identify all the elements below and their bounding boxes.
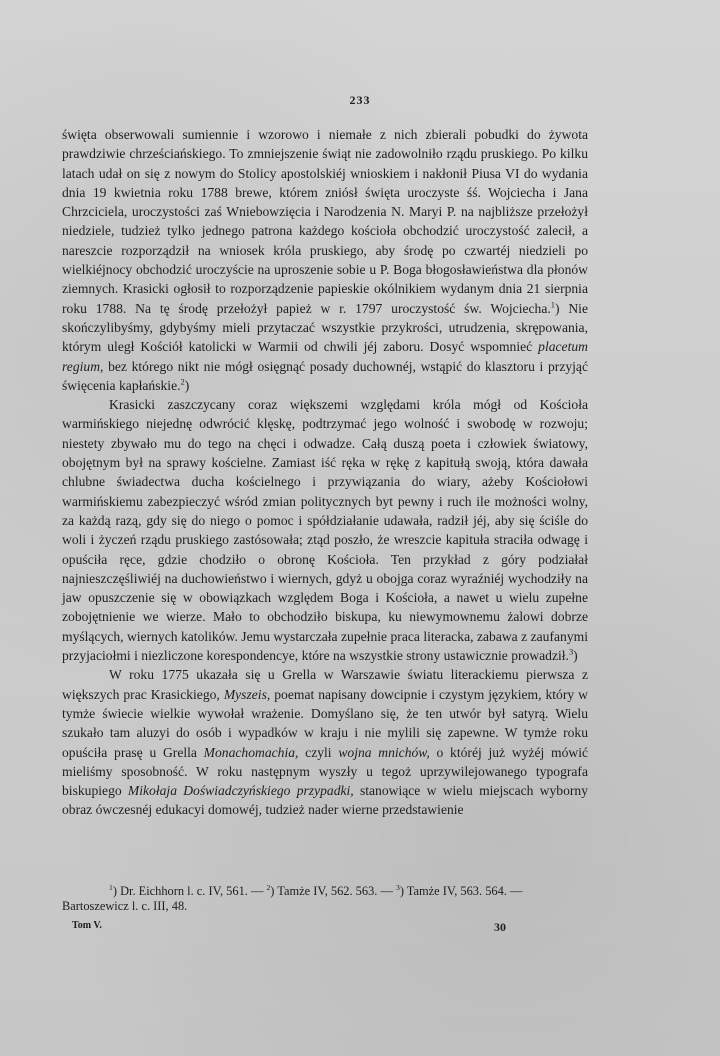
footnote-ref: 1 <box>550 299 555 310</box>
text-run: ) Dr. Eichhorn l. c. IV, 561. — <box>112 884 267 898</box>
text-run: ) Tamże IV, 562. 563. — <box>270 884 396 898</box>
footnote-ref: 2 <box>266 882 271 892</box>
italic-title: Myszeis, <box>223 686 271 702</box>
text-run: Krasicki zaszczycany coraz większemi względami króla mógł od Kościoła warmińskiego niejednę odwrócić klęskę, podtrzymać jego wolność i swobodę w rozwoju; niestety zbywało mu do tego na chęci i odwadze. Całą duszą poeta i człowiek światowy, obojętnym był na sprawy kościelne. Zamiast iść ręka w rękę z kapitułą swoją, która dawała chlubne świadectwa ducha kościelnego i przywiązania do wiary, ażeby Kościołowi warmińskiemu zabezpieczyć wśród zmian politycznych byt pewny i ruch ile możności wolny, za każdą razą, gdy się do niego o pomoc i spółdziałanie udawała, radził jéj, aby się ściśle do woli i życzeń rządu pruskiego zastósowała; ztąd poszło, że wreszcie kapituła straciła odwagę i opuściła ręce, gdzie chodziło o obronę Kościoła. Ten przykład z góry podziałał najnieszczęśliwiéj na duchowieństwo i wiernych, gdyż u obojga coraz wyraźniéj wychodziły na jaw opuszczenie się w obowiązkach względem Boga i Kościoła, a nawet u wielu zupełne zobojętnienie we wierze. Mało to obchodziło biskupa, ku niewymownemu żalowi dobrze myślących, wiernych katolików. Jemu wystarczała zupełnie praca literacka, zabawa z zaufanymi przyjaciołmi i niezliczone korespondencye, które na wszystkie strony ustawicznie prowadził. <box>62 397 588 664</box>
italic-title: wojna mnichów, <box>338 744 430 760</box>
text-run: W roku 1775 ukazała się u Grella w Warszawie światu literackiemu pierwsza z większych prac Krasickiego, <box>62 667 588 702</box>
italic-title: Mikołaja Doświadczyńskiego przypadki, <box>127 783 354 799</box>
text-run: ) Nie skończylibyśmy, gdybyśmy mieli przytaczać wszystkie przykrości, utrudzenia, skrępowania, którym uległ Kościół katolicki w Warmii od chwili jéj zaboru. Dosyć wspomnieć <box>62 300 588 355</box>
footnote-ref: 1 <box>109 882 113 892</box>
page-signature <box>62 920 588 936</box>
text-run: poemat napisany dowcipnie i czystym językiem, który w tymże świecie wielkie wywołał wrażenie. Domyślano się, że ten utwór był satyrą. Wielu szukało tam aluzyi do osób i wypadków w kraju i nie mylili się zapewne. W tymże roku opuściła prasę u Grella <box>62 686 588 760</box>
paragraph <box>62 395 588 665</box>
footnote-line <box>62 884 588 914</box>
body-text <box>62 125 588 820</box>
footnote-ref: 3 <box>395 882 400 892</box>
italic-title: placetum regium, <box>62 339 588 374</box>
text-run: ) <box>184 377 190 393</box>
text-run: stanowiące w wielu miejscach wyborny obraz ówczesnéj edukacyi domowéj, tudzież nader wierne przedstawienie <box>62 783 588 818</box>
footnotes <box>62 884 588 914</box>
text-run: święta obserwowali sumiennie i wzorowo i niemałe z nich zbierali pobudki do żywota prawdziwie chrześciańskiego. To zmniejszenie świąt nie zadowolniło rządu pruskiego. Po kilku latach udał on się z nowym do Stolicy apostolskiéj wnioskiem i nakłonił Piusa VI do wydania dnia 19 kwietnia roku 1788 brewe, którem zniósł święta uroczyste śś. Wojciecha i Jana Chrzciciela, uroczystości zaś Wniebowzięcia i Narodzenia N. Maryi P. na najbliższe przełożył niedziele, tudzież tylko jednego patrona każdego kościoła obchodzić uroczystość zalecił, a nareszcie rozporządził na wniosek króla pruskiego, aby środę po czwartéj niedzieli po wielkiéjnocy obchodzić uroczyście na uproszenie sobie u P. Boga błogosławieństwa dla płonów ziemnych. Krasicki ogłosił to rozporządzenie papieskie okólnikiem wydanym dnia 21 sierpnia roku 1788. Na tę środę przełożył papież w r. 1797 uroczystość św. Wojciecha. <box>62 127 588 316</box>
italic-title: Monachomachia, <box>203 744 299 760</box>
footnote-ref: 2 <box>180 376 185 387</box>
sheet-number: 30 <box>494 920 506 934</box>
paragraph <box>62 125 588 395</box>
text-run: ) Tamże IV, 563. 564. — Bartoszewicz l. c. III, 48. <box>62 884 523 914</box>
volume-signature: Tom V. <box>72 920 102 931</box>
footnote-ref: 3 <box>568 646 574 657</box>
paragraph <box>62 665 588 819</box>
text-run: ) <box>573 648 578 664</box>
text-run: bez którego nikt nie mógł osięgnąć posady duchownéj, wstąpić do klasztoru i przyjąć święcenia kapłańskie. <box>62 358 588 393</box>
text-run: o któréj już wyżéj mówić mieliśmy sposobność. W roku następnym wyszły u tegoż uprzywilejowanego typografa biskupiego <box>62 744 589 799</box>
page-number: 233 <box>349 93 371 107</box>
text-run: czyli <box>298 744 339 760</box>
